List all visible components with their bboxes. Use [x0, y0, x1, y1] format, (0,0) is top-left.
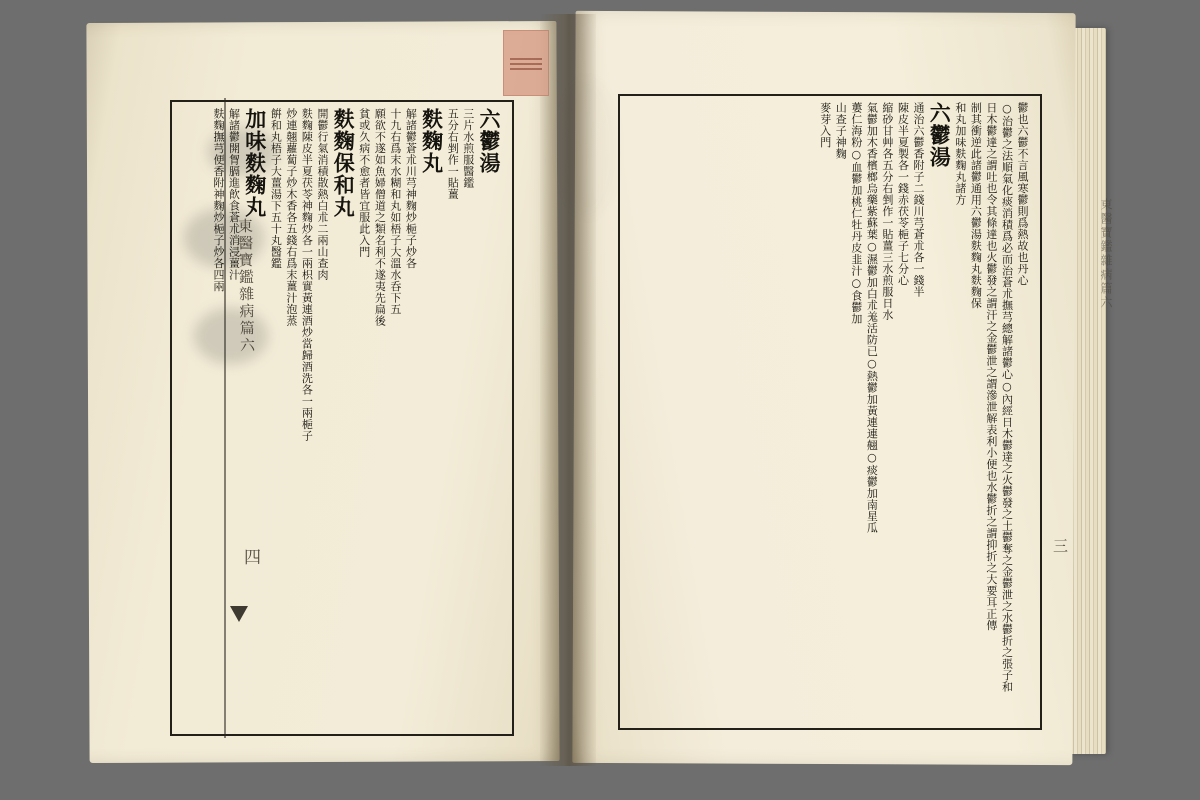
- text-column: 六鬱湯: [477, 108, 502, 174]
- text-column: 麥芽入門: [818, 102, 832, 148]
- text-column: 麩麴丸: [419, 108, 445, 174]
- text-column: 麩麴保和丸: [331, 108, 357, 218]
- text-column: 加味麩麴丸: [242, 108, 268, 218]
- text-column: 餠和丸梧子大薑湯下五十丸醫鑑: [269, 108, 283, 269]
- book-gutter: [540, 14, 596, 766]
- text-column: 開鬱行氣消積散熱白朮二兩山查肉: [315, 108, 329, 281]
- text-columns-left: [178, 108, 502, 724]
- page-number-left: 四: [240, 548, 260, 565]
- text-column: 十九右爲末水糊和丸如梧子大溫水呑下五: [388, 108, 402, 315]
- text-column: 通治六鬱香附子二錢川芎蒼朮各一錢半: [912, 102, 926, 298]
- text-column: 制其衝逆此諸鬱通用六鬱湯麩麴丸麩麴保: [969, 102, 983, 309]
- page-number-right: 三: [1051, 538, 1069, 553]
- text-column: 解諸鬱蒼朮川芎神麴炒梔子炒各: [404, 108, 418, 269]
- text-column: 鬱也六鬱不言風寒鬱則爲熱故也丹心: [1016, 102, 1029, 286]
- open-book: [88, 8, 1113, 792]
- text-column: 陳皮半夏製各一錢赤茯苓梔子七分心: [896, 102, 910, 286]
- text-column: 解諸鬱開胷膈進飮食蒼朮消浸薑汁: [227, 108, 241, 281]
- text-column: 五分右剉作一貼薑: [446, 108, 460, 200]
- text-column: 和丸加味麩麴丸諸方: [953, 102, 967, 206]
- text-column: 貧或久病不愈者皆宜服此入門: [357, 108, 371, 258]
- margin-book-title-right: 東醫寶鑑雜病篇六: [1099, 198, 1113, 310]
- text-column: 炒連翹蘿蔔子炒木香各五錢右爲末薑汁泡蒸: [284, 108, 298, 327]
- red-seal-stamp: [503, 30, 549, 96]
- text-column: 三片水煎服醫鑑: [461, 108, 475, 189]
- seal-glyph: [510, 56, 542, 70]
- text-column: 麩麴陳皮半夏茯苓神麴炒各一兩枳實黃連酒炒當歸酒洗各一兩梔子: [300, 108, 314, 442]
- text-column: 六鬱湯: [927, 102, 953, 168]
- margin-book-title-left: 東醫寶鑑雜病篇六: [235, 217, 257, 355]
- text-column: 山查子神麴: [834, 102, 848, 160]
- text-column: 蔞仁海粉○血鬱加桃仁牡丹皮韭汁○食鬱加: [849, 102, 863, 325]
- text-column: 願欲不遂如魚婦僧道之類名利不遂夷先扁後: [373, 108, 387, 327]
- text-columns-right: [626, 102, 1030, 718]
- text-column: 氣鬱加木香檳榔烏藥紫蘇葉○濕鬱加白朮羗活防已○熱鬱加黃連連翹○痰鬱加南星瓜: [865, 102, 879, 534]
- text-column: 麩麴撫芎便香附神麴炒梔子炒各四兩: [211, 108, 225, 292]
- text-column: 日木鬱達之謂吐也令其條達也火鬱發之謂汗之金鬱泄之謂滲泄解表利小便也水鬱折之謂抑折之大要耳正傳: [984, 102, 998, 631]
- text-column: 縮砂甘艸各五分右剉作一貼薑三水煎服日水: [880, 102, 894, 321]
- text-column: ○治鬱之法順氣化痰消積爲必而治蒼朮撫芎總解諸鬱心○內經日木鬱達之火鬱發之土鬱奪之金鬱泄之水鬱折之張子和: [1000, 102, 1014, 693]
